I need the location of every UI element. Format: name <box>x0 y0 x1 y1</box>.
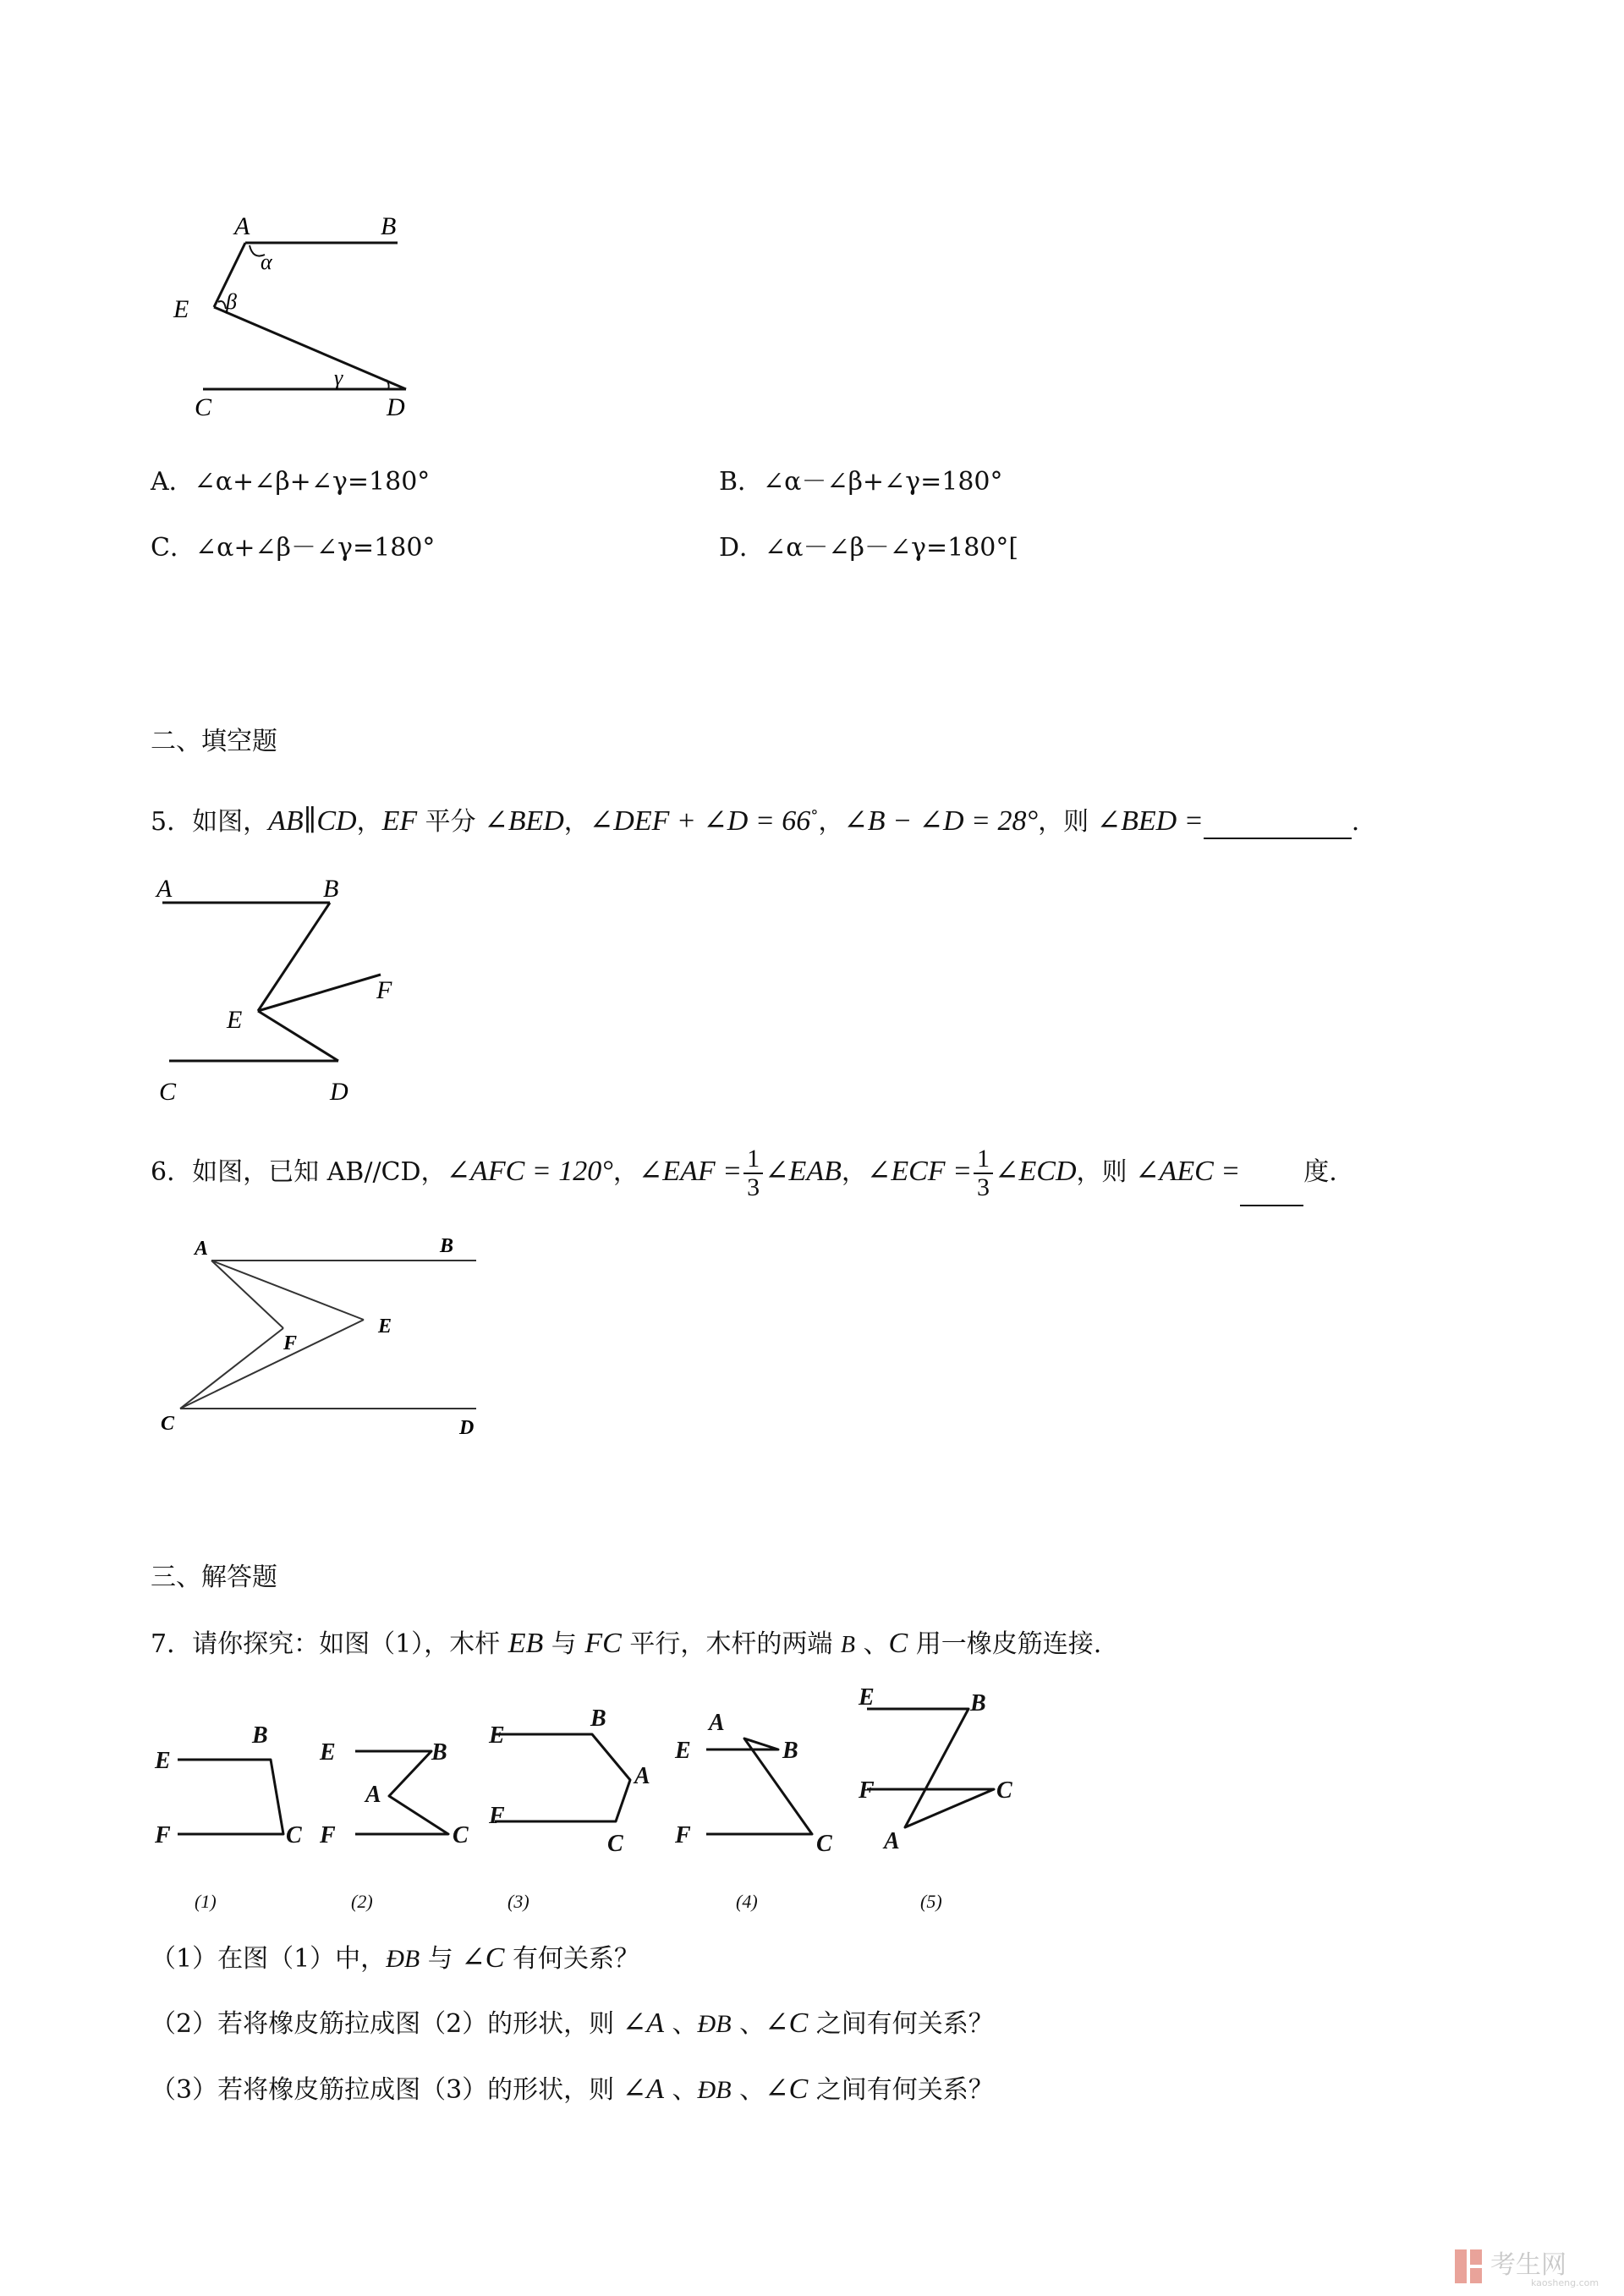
q7-fig1-C: C <box>286 1822 302 1848</box>
q7-fig3-C: C <box>607 1831 623 1857</box>
q4-label-gamma: γ <box>334 365 343 390</box>
q4-label-C: C <box>195 393 212 421</box>
q4-option-c: C．∠α+∠β－∠γ=180° <box>151 533 436 563</box>
q5-math-parallel: AB∥CD <box>268 805 357 837</box>
q6-text: 6．如图，已知 AB//CD， <box>151 1157 447 1187</box>
q7-fig5-A: A <box>884 1828 900 1854</box>
q6-label-B: B <box>440 1235 454 1257</box>
q7-caption-1: (1) <box>195 1891 217 1912</box>
q7-sub3: （3）若将橡皮筋拉成图（3）的形状，则 ∠A 、ÐB 、∠C 之间有何关系？ <box>151 2074 994 2105</box>
q5-label-A: A <box>156 875 173 903</box>
q5-text: 5．如图， <box>151 807 269 837</box>
q5-question: 5．如图，AB∥CD，EF 平分 ∠BED，∠DEF + ∠D = 66°，∠B − ∠D = 28°，则 ∠BED = . <box>151 799 1359 839</box>
q7-fig1-E: E <box>155 1748 171 1774</box>
q6-math-ecf: ∠ECF = <box>866 1156 973 1187</box>
q6-fraction-1: $\frac{1}{3}$ <box>743 1145 763 1201</box>
q4-option-d: D．∠α－∠β－∠γ=180°[ <box>719 533 1019 563</box>
q5-math-sum: ∠DEF + ∠D = 66 <box>589 805 811 837</box>
q7-fig4-A: A <box>709 1710 725 1736</box>
q4-label-B: B <box>381 212 397 240</box>
q6-math-afc: ∠AFC = 120° <box>446 1156 613 1187</box>
q6-question: 6．如图，已知 AB//CD，∠AFC = 120°，∠EAF = $\frac{1}{3}$ ∠EAB，∠ECF = $\frac{1}{3}$ ∠ECD，则 ∠AEC = 度. <box>151 1138 1337 1206</box>
q5-math-bed: ∠BED <box>484 805 564 837</box>
q7-question: 7．请你探究：如图（1），木杆 EB 与 FC 平行，木杆的两端 B 、C 用一橡皮筋连接. <box>151 1628 1102 1659</box>
q7-fig2-C: C <box>453 1822 469 1848</box>
q7-caption-4: (4) <box>736 1891 758 1912</box>
q6-math-ask: ∠AEC = <box>1135 1156 1241 1187</box>
q5-label-C: C <box>159 1078 177 1106</box>
q7-fig1-B: B <box>252 1722 268 1749</box>
q4-label-alpha: α <box>261 250 272 274</box>
q7-caption-5: (5) <box>920 1891 942 1912</box>
q6-math-eaf: ∠EAF = <box>638 1156 743 1187</box>
q6-label-E: E <box>378 1316 392 1338</box>
watermark-subtext: kaosheng.com <box>1531 2277 1599 2288</box>
q7-fig4-C: C <box>816 1831 832 1857</box>
q7-text: 7．请你探究：如图（1），木杆 <box>151 1629 508 1659</box>
q7-fig3-B: B <box>590 1706 606 1732</box>
section-title-solve: 三、解答题 <box>151 1563 277 1592</box>
q7-caption-3: (3) <box>508 1891 529 1912</box>
q6-label-C: C <box>161 1413 175 1435</box>
q7-fig3-E: E <box>489 1722 505 1749</box>
q7-fig2-B: B <box>431 1739 447 1766</box>
q4-label-E: E <box>173 295 189 323</box>
q7-fig5-C: C <box>996 1777 1012 1804</box>
q5-label-E: E <box>227 1006 243 1034</box>
q7-sub2: （2）若将橡皮筋拉成图（2）的形状，则 ∠A 、ÐB 、∠C 之间有何关系？ <box>151 2008 994 2039</box>
q7-fig3-F: F <box>489 1803 505 1829</box>
q4-option-b: B．∠α－∠β+∠γ=180° <box>719 467 1003 497</box>
q7-fig2-A: A <box>365 1782 381 1808</box>
q7-figures <box>152 1684 1032 1929</box>
q7-fig1-F: F <box>155 1822 171 1848</box>
q7-caption-2: (2) <box>351 1891 373 1912</box>
q5-math-diff: ∠B − ∠D = 28° <box>843 805 1039 837</box>
q5-figure <box>152 867 423 1112</box>
q5-label-F: F <box>376 976 392 1004</box>
q5-math-ask: ∠BED = <box>1096 805 1204 837</box>
q4-label-A: A <box>234 212 250 240</box>
q4-label-beta: β <box>226 289 237 314</box>
q7-fig4-F: F <box>675 1822 691 1848</box>
watermark-text: 考生网 <box>1490 2250 1566 2280</box>
q6-fraction-2: $\frac{1}{3}$ <box>974 1145 993 1201</box>
q6-label-F: F <box>283 1332 298 1354</box>
q7-fig5-B: B <box>970 1690 986 1717</box>
q4-label-D: D <box>387 393 405 421</box>
q6-figure <box>156 1227 495 1447</box>
q5-math-ef: EF <box>381 805 418 837</box>
q7-fig5-E: E <box>859 1684 875 1711</box>
q7-fig5-shape <box>867 1709 994 1827</box>
watermark-logo <box>1455 2246 1616 2288</box>
q4-option-a: A．∠α+∠β+∠γ=180° <box>151 467 431 497</box>
q7-fig3-shape <box>495 1734 630 1821</box>
q7-sub1: （1）在图（1）中，ÐB 与 ∠C 有何关系？ <box>151 1942 639 1974</box>
q4-figure <box>165 207 419 427</box>
section-title-fill-in: 二、填空题 <box>151 727 277 756</box>
q7-fig1-shape <box>178 1760 283 1834</box>
q7-fig3-A: A <box>634 1763 650 1789</box>
q7-fig4-B: B <box>782 1738 798 1764</box>
q7-fig2-E: E <box>320 1739 336 1766</box>
q7-fig4-E: E <box>675 1738 691 1764</box>
q7-fig2-F: F <box>320 1822 336 1848</box>
q6-label-A: A <box>195 1238 209 1260</box>
q6-label-D: D <box>459 1417 475 1439</box>
q6-answer-blank[interactable] <box>1240 1162 1303 1206</box>
q5-answer-blank[interactable] <box>1204 809 1352 839</box>
q7-fig5-F: F <box>859 1777 875 1804</box>
q5-label-D: D <box>330 1078 348 1106</box>
q5-label-B: B <box>323 875 339 903</box>
